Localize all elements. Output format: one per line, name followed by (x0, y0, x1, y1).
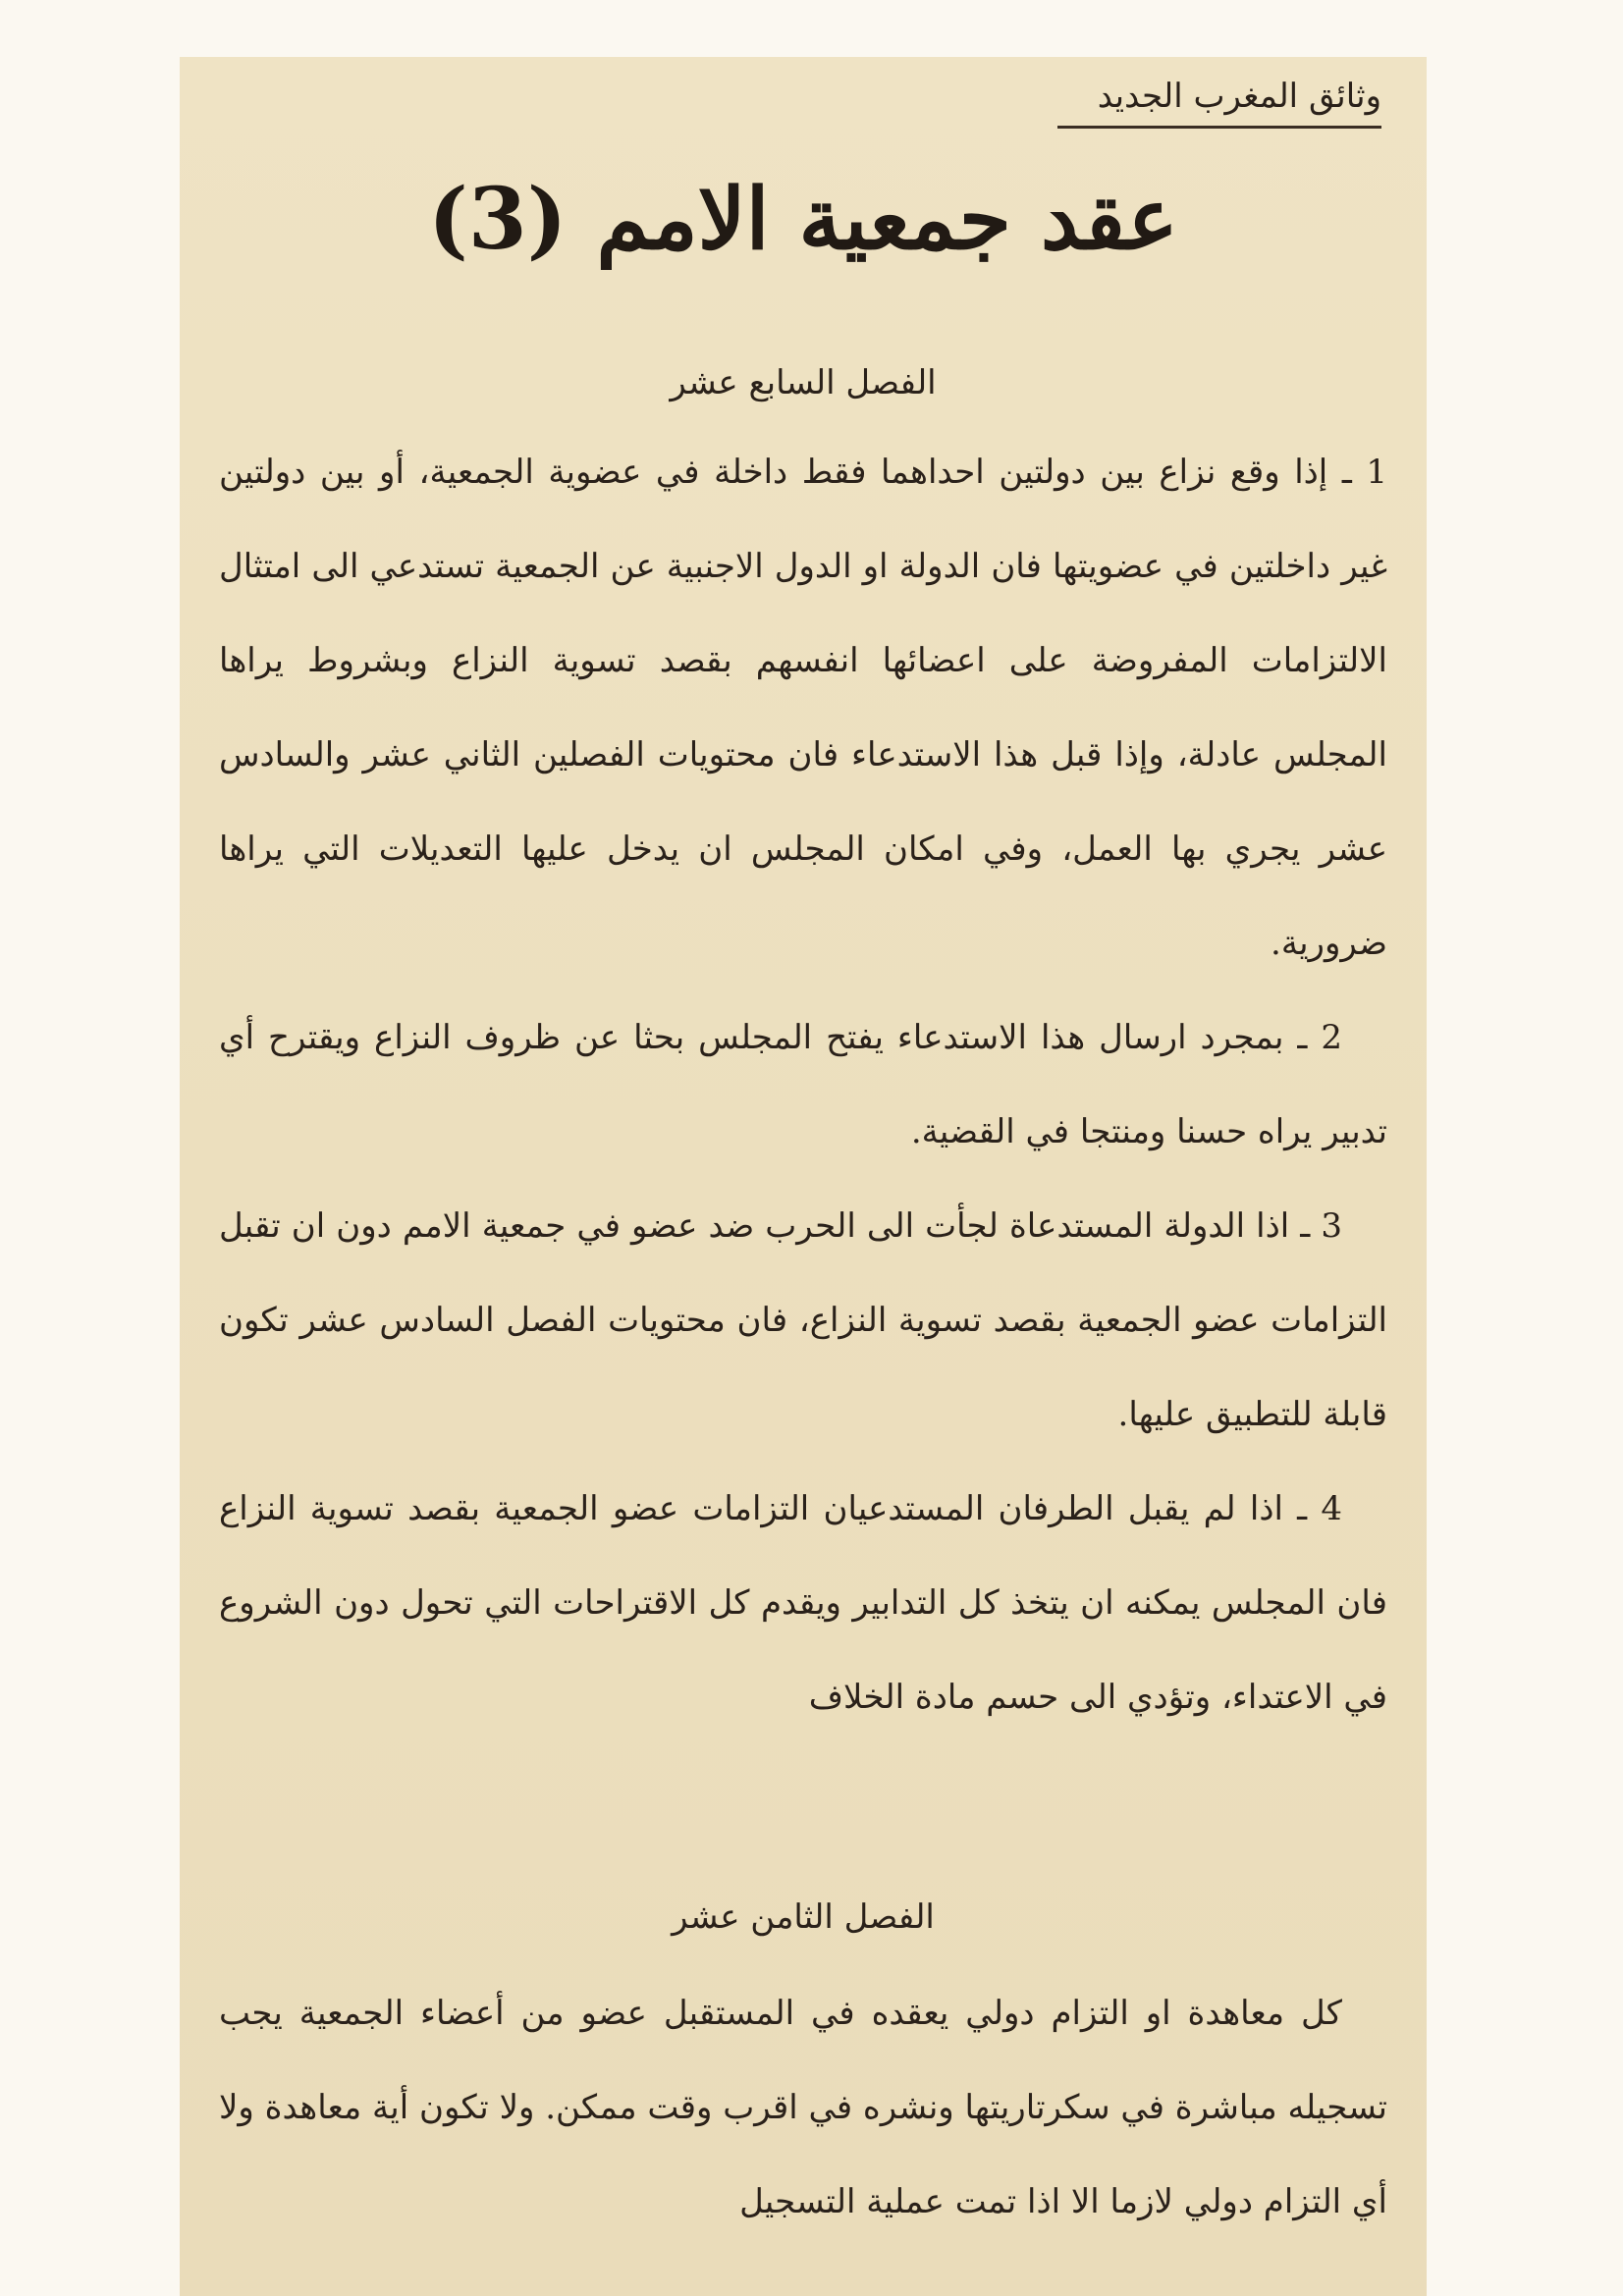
page-title: عقد جمعية الامم (3) (428, 170, 1178, 269)
running-header: وثائق المغرب الجديد (1057, 77, 1381, 129)
document-page (180, 57, 1427, 2296)
section-18-body (219, 1966, 1387, 2249)
paragraph: 1 ـ إذا وقع نزاع بين دولتين احداهما فقط داخلة في عضوية الجمعية، أو بين دولتين غير داخلتين في عضويتها فان الدولة او الدول الاجنبية عن الجمعية تستدعي الى امتثال الالتزامات المفروضة على اعضائها انفسهم بقصد تسوية النزاع وبشروط يراها المجلس عادلة، وإذا قبل هذا الاستدعاء فان محتويات الفصلين الثاني عشر والسادس عشر يجري بها العمل، وفي امكان المجلس ان يدخل عليها التعديلات التي يراها ضرورية. (219, 453, 1387, 963)
paragraph: 2 ـ بمجرد ارسال هذا الاستدعاء يفتح المجلس بحثا عن ظروف النزاع ويقترح أي تدبير يراه حسنا ومنتجا في القضية. (219, 1018, 1387, 1151)
section-heading-18: الفصل الثامن عشر (672, 1897, 935, 1937)
section-heading-17: الفصل السابع عشر (670, 363, 937, 402)
paragraph: 4 ـ اذا لم يقبل الطرفان المستدعيان التزامات عضو الجمعية بقصد تسوية النزاع فان المجلس يمكنه ان يتخذ كل التدابير ويقدم كل الاقتراحات التي تحول دون الشروع في الاعتداء، وتؤدي الى حسم مادة الخلاف (219, 1489, 1387, 1717)
paragraph: كل معاهدة او التزام دولي يعقده في المستقبل عضو من أعضاء الجمعية يجب تسجيله مباشرة في سكرتاريتها ونشره في اقرب وقت ممكن. ولا تكون أية معاهدة ولا أي التزام دولي لازما الا اذا تمت عملية التسجيل (219, 1994, 1387, 2221)
paragraph: 3 ـ اذا الدولة المستدعاة لجأت الى الحرب ضد عضو في جمعية الامم دون ان تقبل التزامات عضو الجمعية بقصد تسوية النزاع، فان محتويات الفصل السادس عشر تكون قابلة للتطبيق عليها. (219, 1206, 1387, 1434)
section-17-body (219, 425, 1387, 1744)
